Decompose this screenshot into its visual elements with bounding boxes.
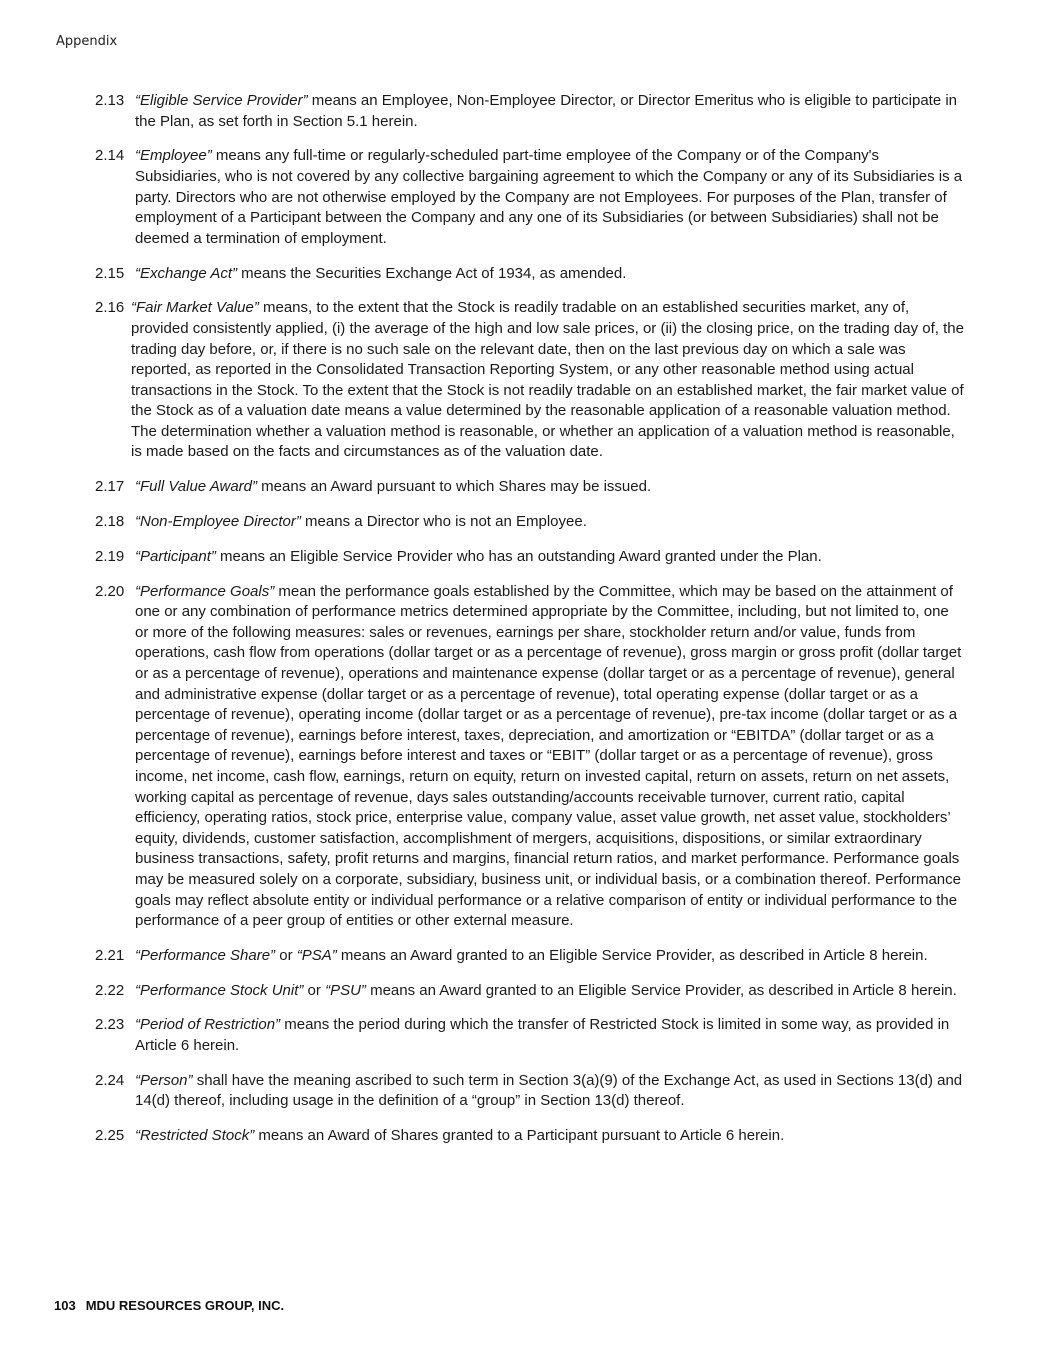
definition-number: 2.16 bbox=[95, 299, 125, 317]
definition-text: means an Eligible Service Provider who has an outstanding Award granted under the Plan. bbox=[215, 547, 822, 565]
definition-text: means any full-time or regularly-scheduled part-time employee of the Company or of the Company's Subsidiaries, who is not covered by any collective bargaining agreement to which the Company or any of its Subsidiaries is a party. Directors who are not otherwise employed by the Company are not Employees. For purposes of the Plan, transfer of employment of a Participant between the Company and any one of its Subsidiaries (or between Subsidiaries) shall not be deemed a termination of employment. bbox=[135, 147, 963, 247]
definition-text: means, to the extent that the Stock is readily tradable on an established securities market, any of, provided consistently applied, (i) the average of the high and low sale prices, or (ii) the closing price, on the trading day of, the trading day before, or, if there is no such sale on the relevant date, then on the last previous day on which a sale was reported, as reported in the Consolidated Transaction Reporting System, or any other reasonable method using actual transactions in the Stock. To the extent that the Stock is not readily tradable on an established market, the fair market value of the Stock as of a valuation date means a value determined by the reasonable application of a reasonable valuation method. The determination whether a valuation method is reasonable, or whether an application of a valuation method is reasonable, is made based on the facts and circumstances as of the valuation date. bbox=[131, 299, 964, 461]
definition-number: 2.21 bbox=[95, 946, 125, 964]
definition-2-21 bbox=[95, 946, 965, 967]
definition-2-23 bbox=[95, 1015, 965, 1056]
definition-number: 2.19 bbox=[95, 547, 125, 565]
definition-2-17 bbox=[95, 477, 965, 498]
definition-connector: or bbox=[303, 981, 326, 999]
definition-2-18 bbox=[95, 512, 965, 533]
definition-text: means the Securities Exchange Act of 1934, as amended. bbox=[237, 264, 627, 282]
definition-term-alt: “PSA” bbox=[296, 946, 337, 964]
definition-text: shall have the meaning ascribed to such term in Section 3(a)(9) of the Exchange Act, as used in Sections 13(d) and 14(d) thereof, including usage in the definition of a “group” in Section 13(d) thereof. bbox=[135, 1071, 963, 1110]
definition-term: “Period of Restriction” bbox=[135, 1016, 281, 1034]
definition-text: means an Award pursuant to which Shares may be issued. bbox=[257, 478, 652, 496]
definition-number: 2.14 bbox=[95, 147, 125, 165]
definition-term: “Non-Employee Director” bbox=[135, 513, 301, 531]
definition-number: 2.18 bbox=[95, 513, 125, 531]
definition-2-14 bbox=[95, 146, 965, 249]
definition-term: “Performance Stock Unit” bbox=[135, 981, 304, 999]
definition-number: 2.13 bbox=[95, 92, 125, 109]
definition-2-25 bbox=[95, 1126, 965, 1147]
definition-2-16 bbox=[95, 298, 965, 463]
definition-number: 2.25 bbox=[95, 1127, 125, 1145]
definition-number: 2.20 bbox=[95, 582, 125, 600]
definition-term: “Performance Goals” bbox=[135, 582, 275, 600]
definition-term: “Employee” bbox=[135, 147, 212, 165]
page-number: 103 bbox=[54, 1298, 76, 1313]
definition-2-19 bbox=[95, 547, 965, 568]
definition-connector: or bbox=[275, 946, 297, 964]
definition-term-alt: “PSU” bbox=[325, 981, 366, 999]
definition-text: means a Director who is not an Employee. bbox=[300, 513, 587, 531]
definition-term: “Eligible Service Provider” bbox=[135, 92, 308, 109]
definition-2-15 bbox=[95, 264, 965, 285]
definition-term: “Performance Share” bbox=[135, 946, 276, 964]
definition-2-20 bbox=[95, 582, 965, 932]
definition-2-13 bbox=[95, 91, 965, 132]
definition-text: mean the performance goals established by the Committee, which may be based on the attainment of one or any combination of performance metrics determined appropriate by the Committee, including, but not limited to, one or more of the following measures: sales or revenues, earnings per share, stockholder return and/or value, funds from operations, cash flow from operations (dollar target or as a percentage of revenue), gross margin or gross profit (dollar target or as a percentage of revenue), operations and maintenance expense (dollar target or as a percentage of revenue), general and administrative expense (dollar target or as a percentage of revenue), total operating expense (dollar target or as a percentage of revenue), operating income (dollar target or as a percentage of revenue), pre-tax income (dollar target or as a percentage of revenue), earnings before interest, taxes, depreciation, and amortization or “EBITDA” (dollar target or as a percentage of revenue), earnings before interest and taxes or “EBIT” (dollar target or as a percentage of revenue), gross income, net income, cash flow, earnings, return on equity, return on invested capital, return on assets, return on net assets, working capital as percentage of revenue, days sales outstanding/accounts receivable turnover, current ratio, capital efficiency, operating ratios, stock price, enterprise value, company value, asset value growth, net asset value, stockholders’ equity, dividends, customer satisfaction, accomplishment of mergers, acquisitions, dispositions, or similar extraordinary business transactions, safety, profit returns and margins, financial return ratios, and market performance. Performance goals may be measured solely on a corporate, subsidiary, business unit, or individual basis, or a combination thereof. Performance goals may reflect absolute entity or individual performance or a relative comparison of entity or individual performance to the performance of a peer group of entities or other external measure. bbox=[135, 582, 962, 930]
definition-text: means an Employee, Non-Employee Director, or Director Emeritus who is eligible to participate in the Plan, as set forth in Section 5.1 herein. bbox=[135, 92, 958, 130]
definition-term: “Restricted Stock” bbox=[135, 1127, 255, 1145]
definition-text: means an Award of Shares granted to a Participant pursuant to Article 6 herein. bbox=[254, 1127, 785, 1145]
definition-term: “Participant” bbox=[135, 547, 216, 565]
definition-term: “Exchange Act” bbox=[135, 264, 237, 282]
definition-text: means the period during which the transfer of Restricted Stock is limited in some way, as provided in Article 6 herein. bbox=[135, 1016, 950, 1055]
definition-term: “Full Value Award” bbox=[135, 478, 257, 496]
definitions-list bbox=[95, 91, 965, 1161]
definition-2-22 bbox=[95, 981, 965, 1002]
definition-term: “Person” bbox=[135, 1071, 193, 1089]
definition-number: 2.22 bbox=[95, 981, 125, 999]
definition-number: 2.17 bbox=[95, 478, 125, 496]
page-footer bbox=[54, 1298, 294, 1313]
definition-2-24 bbox=[95, 1071, 965, 1112]
definition-number: 2.15 bbox=[95, 264, 125, 282]
definition-term: “Fair Market Value” bbox=[131, 299, 259, 317]
company-name: MDU RESOURCES GROUP, INC. bbox=[85, 1298, 285, 1313]
page-header: Appendix bbox=[56, 34, 118, 49]
definition-text: means an Award granted to an Eligible Service Provider, as described in Article 8 herein. bbox=[365, 981, 957, 999]
definition-number: 2.23 bbox=[95, 1016, 125, 1034]
definition-text: means an Award granted to an Eligible Service Provider, as described in Article 8 herein. bbox=[336, 946, 928, 964]
definition-number: 2.24 bbox=[95, 1071, 125, 1089]
